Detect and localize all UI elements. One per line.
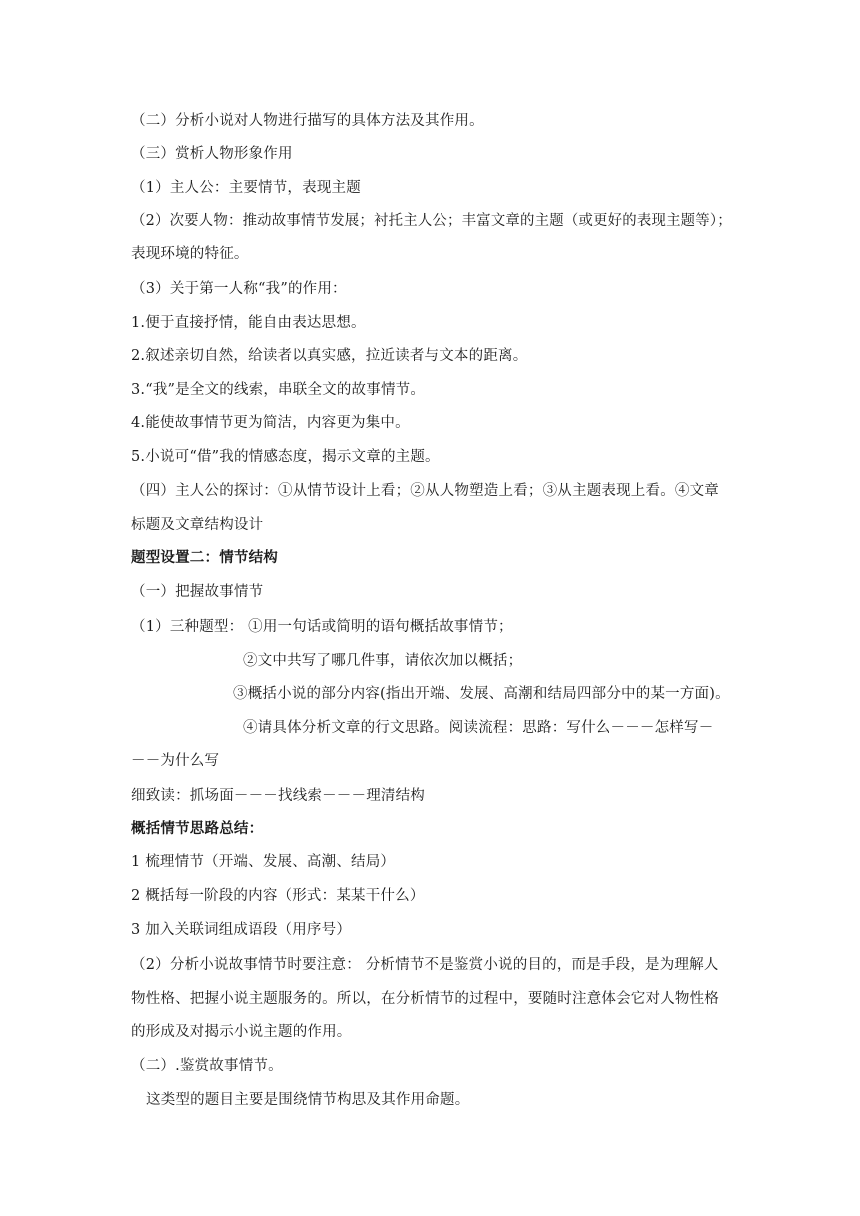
section-heading: 题型设置二：情节结构 [131,550,278,566]
text-line: （3）关于第一人称“我”的作用： [131,281,347,297]
text-line: 1 梳理情节（开端、发展、高潮、结局） [131,854,396,870]
text-line: 的形成及对揭示小说主题的作用。 [131,1024,352,1040]
text-line: 标题及文章结构设计 [131,517,264,533]
text-line: 2.叙述亲切自然，给读者以真实感，拉近读者与文本的距离。 [131,348,528,364]
text-line: 细致读：抓场面－－－找线索－－－理清结构 [131,788,425,804]
text-line: 4.能使故事情节更为简洁，内容更为集中。 [131,415,410,431]
text-line: （二）分析小说对人物进行描写的具体方法及其作用。 [131,113,484,129]
text-line: 3 加入关联词组成语段（用序号） [131,922,352,938]
text-line: （四）主人公的探讨：①从情节设计上看；②从人物塑造上看；③从主题表现上看。④文章 [131,483,719,499]
text-line: 这类型的题目主要是围绕情节构思及其作用命题。 [146,1092,470,1108]
text-line: ④请具体分析文章的行文思路。阅读流程：思路：写什么－－－怎样写－ [243,720,714,736]
text-line: －－为什么写 [131,753,220,769]
text-line: 物性格、把握小说主题服务的。所以，在分析情节的过程中，要随时注意体会它对人物性格 [131,991,719,1007]
text-line: 1.便于直接抒情，能自由表达思想。 [131,315,366,331]
text-line: （三）赏析人物形象作用 [131,146,293,162]
text-line: （二）.鉴赏故事情节。 [131,1058,283,1074]
text-line: 5.小说可“借”我的情感态度，揭示文章的主题。 [131,449,440,465]
text-line: （2）次要人物：推动故事情节发展；衬托主人公；丰富文章的主题（或更好的表现主题等）； [131,213,732,229]
text-line: （2）分析小说故事情节时要注意： 分析情节不是鉴赏小说的目的，而是手段，是为理解人 [131,957,719,973]
text-line: （1）三种题型： ①用一句话或简明的语句概括故事情节； [131,619,513,635]
text-line: ②文中共写了哪几件事，请依次加以概括； [243,653,523,669]
section-heading: 概括情节思路总结： [131,821,264,837]
text-line: 2 概括每一阶段的内容（形式：某某干什么） [131,888,425,904]
text-line: 3.“我”是全文的线索，串联全文的故事情节。 [131,382,426,398]
text-line: （1）主人公：主要情节，表现主题 [131,180,361,196]
text-line: （一）把握故事情节 [131,584,264,600]
text-line: ③概括小说的部分内容(指出开端、发展、高潮和结局四部分中的某一方面)。 [233,686,730,702]
text-line: 表现环境的特征。 [131,246,249,262]
